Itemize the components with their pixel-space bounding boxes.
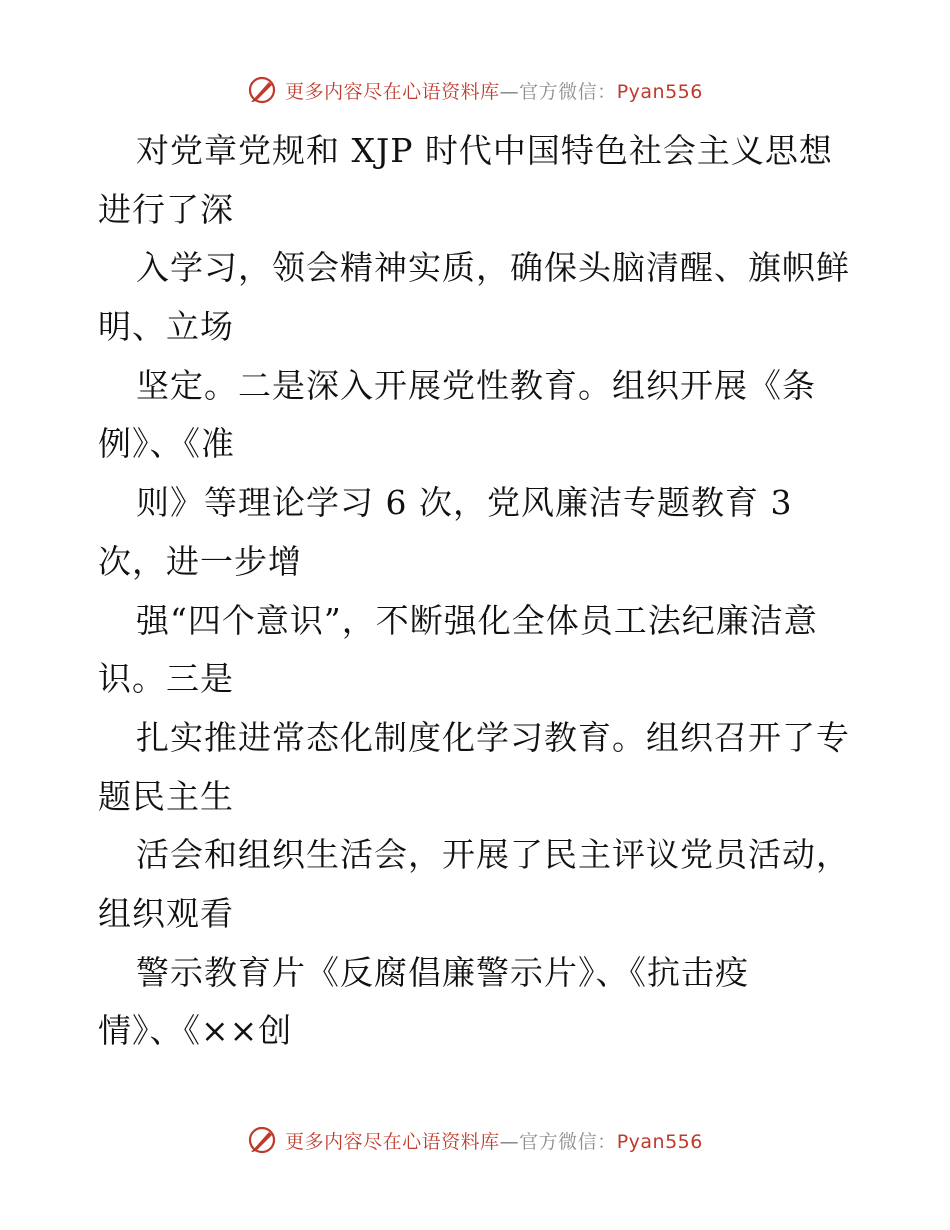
body-line-7: 则》等理论学习 6 次，党风廉洁专题教育 3: [136, 483, 793, 523]
body-line-11: 扎实推进常态化制度化学习教育。组织召开了专: [136, 717, 850, 757]
banner-site-text: 更多内容尽在心语资料库: [285, 80, 500, 103]
body-line-5: 坚定。二是深入开展党性教育。组织开展《条: [136, 365, 816, 405]
document-body: [98, 122, 858, 1061]
body-line-15: 警示教育片《反腐倡廉警示片》、《抗击疫: [136, 952, 749, 992]
banner-wechat-label: 官方微信：: [519, 80, 617, 103]
banner-dash: —: [499, 1130, 520, 1153]
body-line-9: 强“四个意识”，不断强化全体员工法纪廉洁意: [136, 600, 818, 640]
footer-banner: [0, 1120, 950, 1160]
quill-pen-logo-icon: [247, 1125, 277, 1155]
body-line-3: 入学习，领会精神实质，确保头脑清醒、旗帜鲜: [136, 248, 850, 288]
body-line-16: 情》、《××创: [98, 1011, 293, 1051]
banner-wechat-handle: Pyan556: [616, 80, 703, 103]
banner-wechat-handle: Pyan556: [616, 1130, 703, 1153]
quill-pen-logo-icon: [247, 75, 277, 105]
banner-dash: —: [499, 80, 520, 103]
body-line-6: 例》、《准: [98, 424, 235, 464]
body-line-14: 组织观看: [98, 893, 234, 933]
body-line-8: 次，进一步增: [98, 541, 302, 581]
banner-text: [285, 1127, 703, 1154]
header-banner: [0, 70, 950, 110]
body-line-2: 进行了深: [98, 189, 234, 229]
banner-wechat-label: 官方微信：: [519, 1130, 617, 1153]
banner-site-text: 更多内容尽在心语资料库: [285, 1130, 500, 1153]
body-line-10: 识。三是: [98, 659, 234, 699]
body-line-12: 题民主生: [98, 776, 234, 816]
banner-text: [285, 77, 703, 104]
body-line-1: 对党章党规和 XJP 时代中国特色社会主义思想: [136, 131, 833, 170]
body-line-4: 明、立场: [98, 307, 234, 347]
body-line-13: 活会和组织生活会，开展了民主评议党员活动，: [136, 835, 850, 875]
